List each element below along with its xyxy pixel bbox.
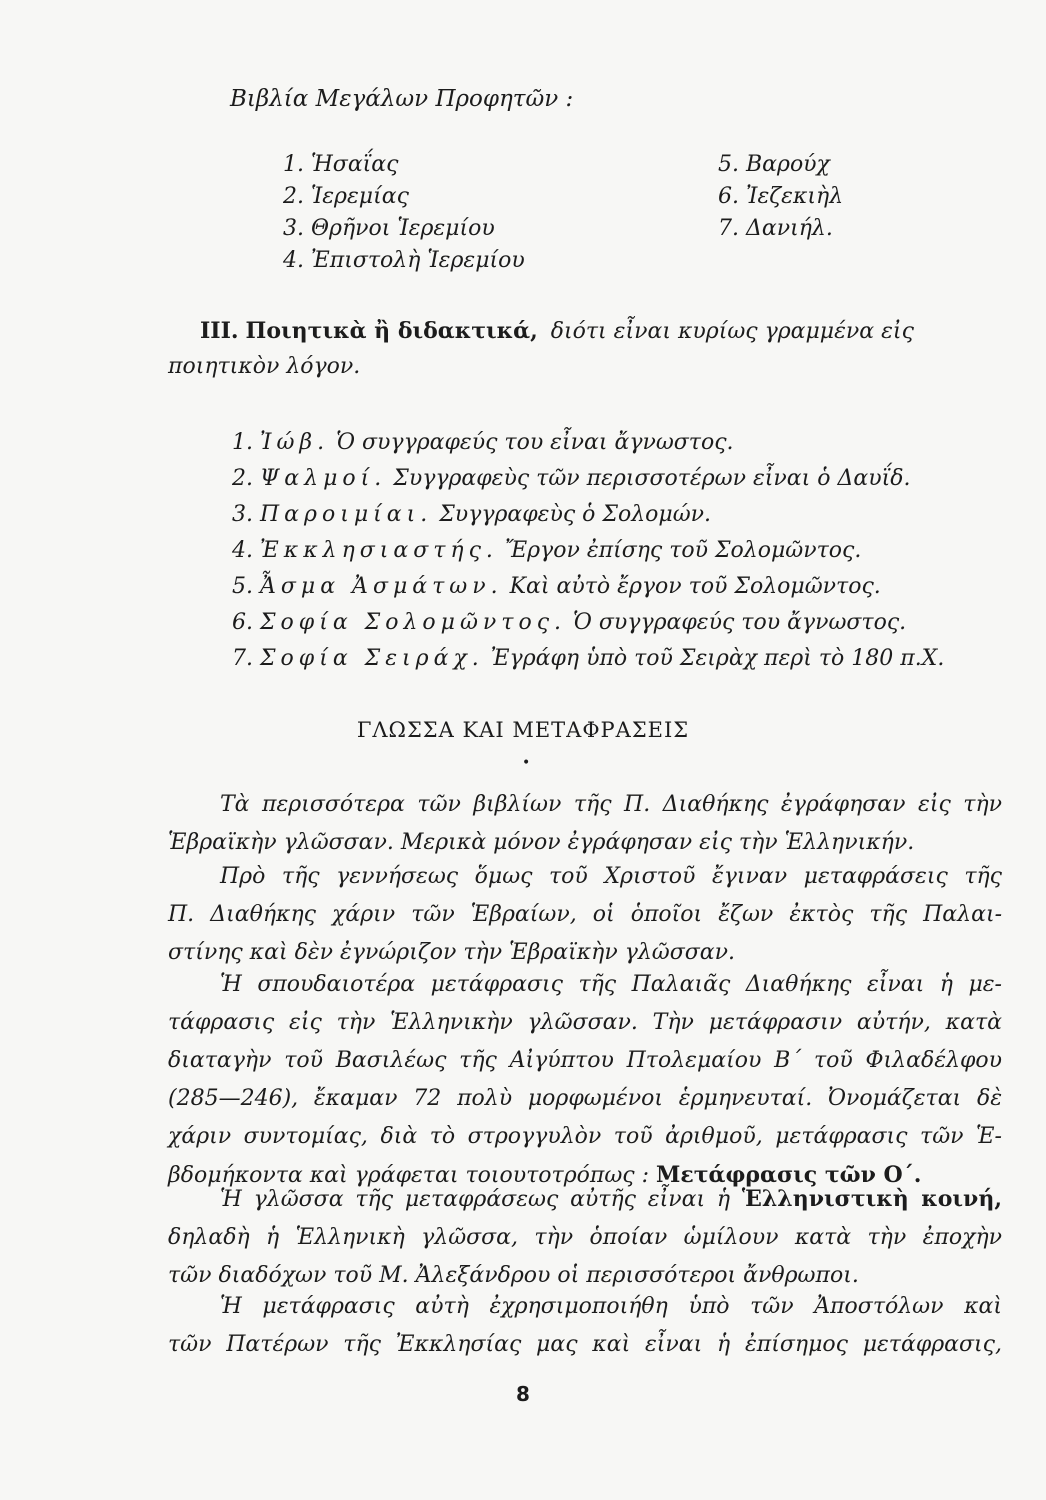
text-line: τῶν Πατέρων τῆς Ἐκκλησίας μας καὶ εἶναι ἡ ἐπίσημος μετάφρασις, — [168, 1332, 1002, 1357]
text-line: δηλαδὴ ἡ Ἑλληνικὴ γλῶσσα, τὴν ὁποίαν ὡμίλουν κατὰ τὴν ἐποχὴν — [168, 1225, 1002, 1250]
text-fragment: βδομήκοντα καὶ γράφεται τοιουτοτρόπως : — [168, 1163, 650, 1188]
text-line: τῶν διαδόχων τοῦ Μ. Ἀλεξάνδρου οἱ περισσότεροι ἄνθρωποι. — [168, 1263, 859, 1288]
item-number: 1. — [232, 430, 253, 455]
text-line: Ἑβραϊκὴν γλῶσσαν. Μερικὰ μόνον ἐγράφησαν εἰς τὴν Ἑλληνικήν. — [168, 830, 915, 855]
prophet-item: 3. Θρῆνοι Ἱερεμίου — [283, 216, 495, 241]
text-line: Ἡ μετάφρασις αὐτὴ ἐχρησιμοποιήθη ὑπὸ τῶν Ἀποστόλων καὶ — [220, 1294, 1002, 1319]
book-description: Καὶ αὐτὸ ἔργον τοῦ Σολομῶντος. — [509, 574, 881, 599]
book-name: Ψαλμοί. — [260, 466, 387, 491]
poetic-book-item — [232, 502, 711, 527]
item-number: 3. — [232, 502, 253, 527]
text-line: (285—246), ἔκαμαν 72 πολὺ μορφωμένοι ἑρμηνευταί. Ὀνομάζεται δὲ — [168, 1086, 1002, 1111]
paragraph-1 — [168, 786, 1002, 862]
prophet-item: 4. Ἐπιστολὴ Ἱερεμίου — [283, 248, 525, 273]
text-line: Ἡ σπουδαιοτέρα μετάφρασις τῆς Παλαιᾶς Διαθήκης εἶναι ἡ με- — [220, 972, 1002, 997]
prophet-item: 6. Ἰεζεκιὴλ — [718, 184, 844, 209]
item-number: 2. — [232, 466, 253, 491]
text-line: Τὰ περισσότερα τῶν βιβλίων τῆς Π. Διαθήκης ἐγράφησαν εἰς τὴν — [220, 792, 1002, 817]
item-number: 6. — [232, 610, 253, 635]
prophets-heading: Βιβλία Μεγάλων Προφητῶν : — [230, 86, 574, 112]
book-name: Σοφία Σειράχ. — [260, 646, 484, 671]
text-line — [168, 1180, 1002, 1219]
bold-term: Μετάφρασις τῶν Ο΄. — [656, 1162, 922, 1188]
poetic-book-item — [232, 646, 944, 671]
text-line: χάριν συντομίας, διὰ τὸ στρογγυλὸν τοῦ ἀριθμοῦ, μετάφρασις τῶν Ἑ- — [168, 1124, 1002, 1149]
book-description: Συγγραφεὺς ὁ Σολομών. — [439, 502, 711, 527]
book-name: Ἆσμα Ἀσμάτων. — [260, 574, 503, 599]
text-line: διαταγὴν τοῦ Βασιλέως τῆς Αἰγύπτου Πτολεμαίου Β΄ τοῦ Φιλαδέλφου — [168, 1048, 1002, 1073]
item-number: 4. — [232, 538, 253, 563]
item-number: 5. — [232, 574, 253, 599]
prophet-item: 1. Ἡσαΐας — [283, 152, 399, 177]
section-3-title: Ποιητικὰ ἢ διδακτικά, — [245, 318, 538, 344]
book-description: Ὁ συγγραφεύς του εἶναι ἄγνωστος. — [336, 430, 734, 455]
book-name: Παροιμίαι. — [260, 502, 433, 527]
ornament-dot: • — [522, 755, 531, 771]
paragraph-5 — [168, 1288, 1002, 1364]
book-name: Σοφία Σολομῶντος. — [260, 610, 567, 635]
poetic-book-item — [232, 538, 861, 563]
paragraph-3 — [168, 966, 1002, 1195]
book-description: Ἔργον ἐπίσης τοῦ Σολομῶντος. — [504, 538, 862, 563]
book-name: Ἐκκλησιαστής. — [260, 538, 498, 563]
prophet-item: 2. Ἱερεμίας — [283, 184, 409, 209]
page-number: 8 — [516, 1382, 530, 1406]
text-line: Π. Διαθήκης χάριν τῶν Ἑβραίων, οἱ ὁποῖοι ἔζων ἐκτὸς τῆς Παλαι- — [168, 902, 1002, 927]
book-description: Ὁ συγγραφεύς του ἄγνωστος. — [573, 610, 907, 635]
prophet-item: 5. Βαρούχ — [718, 152, 830, 177]
text-fragment: Ἡ γλῶσσα τῆς μεταφράσεως αὐτῆς εἶναι ἡ — [220, 1187, 731, 1212]
text-line: στίνης καὶ δὲν ἐγνώριζον τὴν Ἑβραϊκὴν γλῶσσαν. — [168, 940, 735, 965]
section-title: ΓΛΩΣΣΑ ΚΑΙ ΜΕΤΑΦΡΑΣΕΙΣ — [356, 718, 690, 742]
text-line: τάφρασις εἰς τὴν Ἑλληνικὴν γλῶσσαν. Τὴν μετάφρασιν αὐτήν, κατὰ — [168, 1010, 1002, 1035]
poetic-book-item — [232, 574, 881, 599]
section-3-text: διότι εἶναι κυρίως γραμμένα εἰς — [550, 319, 914, 344]
poetic-book-item — [232, 610, 906, 635]
section-3-numeral: III. — [200, 318, 239, 344]
paragraph-2 — [168, 858, 1002, 972]
poetic-book-item — [232, 430, 734, 455]
book-description: Ἐγράφη ὑπὸ τοῦ Σειρὰχ περὶ τὸ 180 π.Χ. — [490, 646, 945, 671]
book-description: Συγγραφεὺς τῶν περισσοτέρων εἶναι ὁ Δαυΐδ. — [393, 466, 911, 491]
book-name: Ἰώβ. — [260, 430, 330, 455]
text-line: Πρὸ τῆς γεννήσεως ὅμως τοῦ Χριστοῦ ἔγιναν μεταφράσεις τῆς — [220, 864, 1002, 889]
prophet-item: 7. Δανιήλ. — [718, 216, 833, 241]
item-number: 7. — [232, 646, 253, 671]
bold-term: Ἑλληνιστικὴ κοινή, — [741, 1186, 1002, 1212]
poetic-book-item — [232, 466, 910, 491]
paragraph-4 — [168, 1180, 1002, 1295]
section-3-line2: ποιητικὸν λόγον. — [168, 354, 361, 379]
section-3-line1 — [200, 318, 914, 344]
